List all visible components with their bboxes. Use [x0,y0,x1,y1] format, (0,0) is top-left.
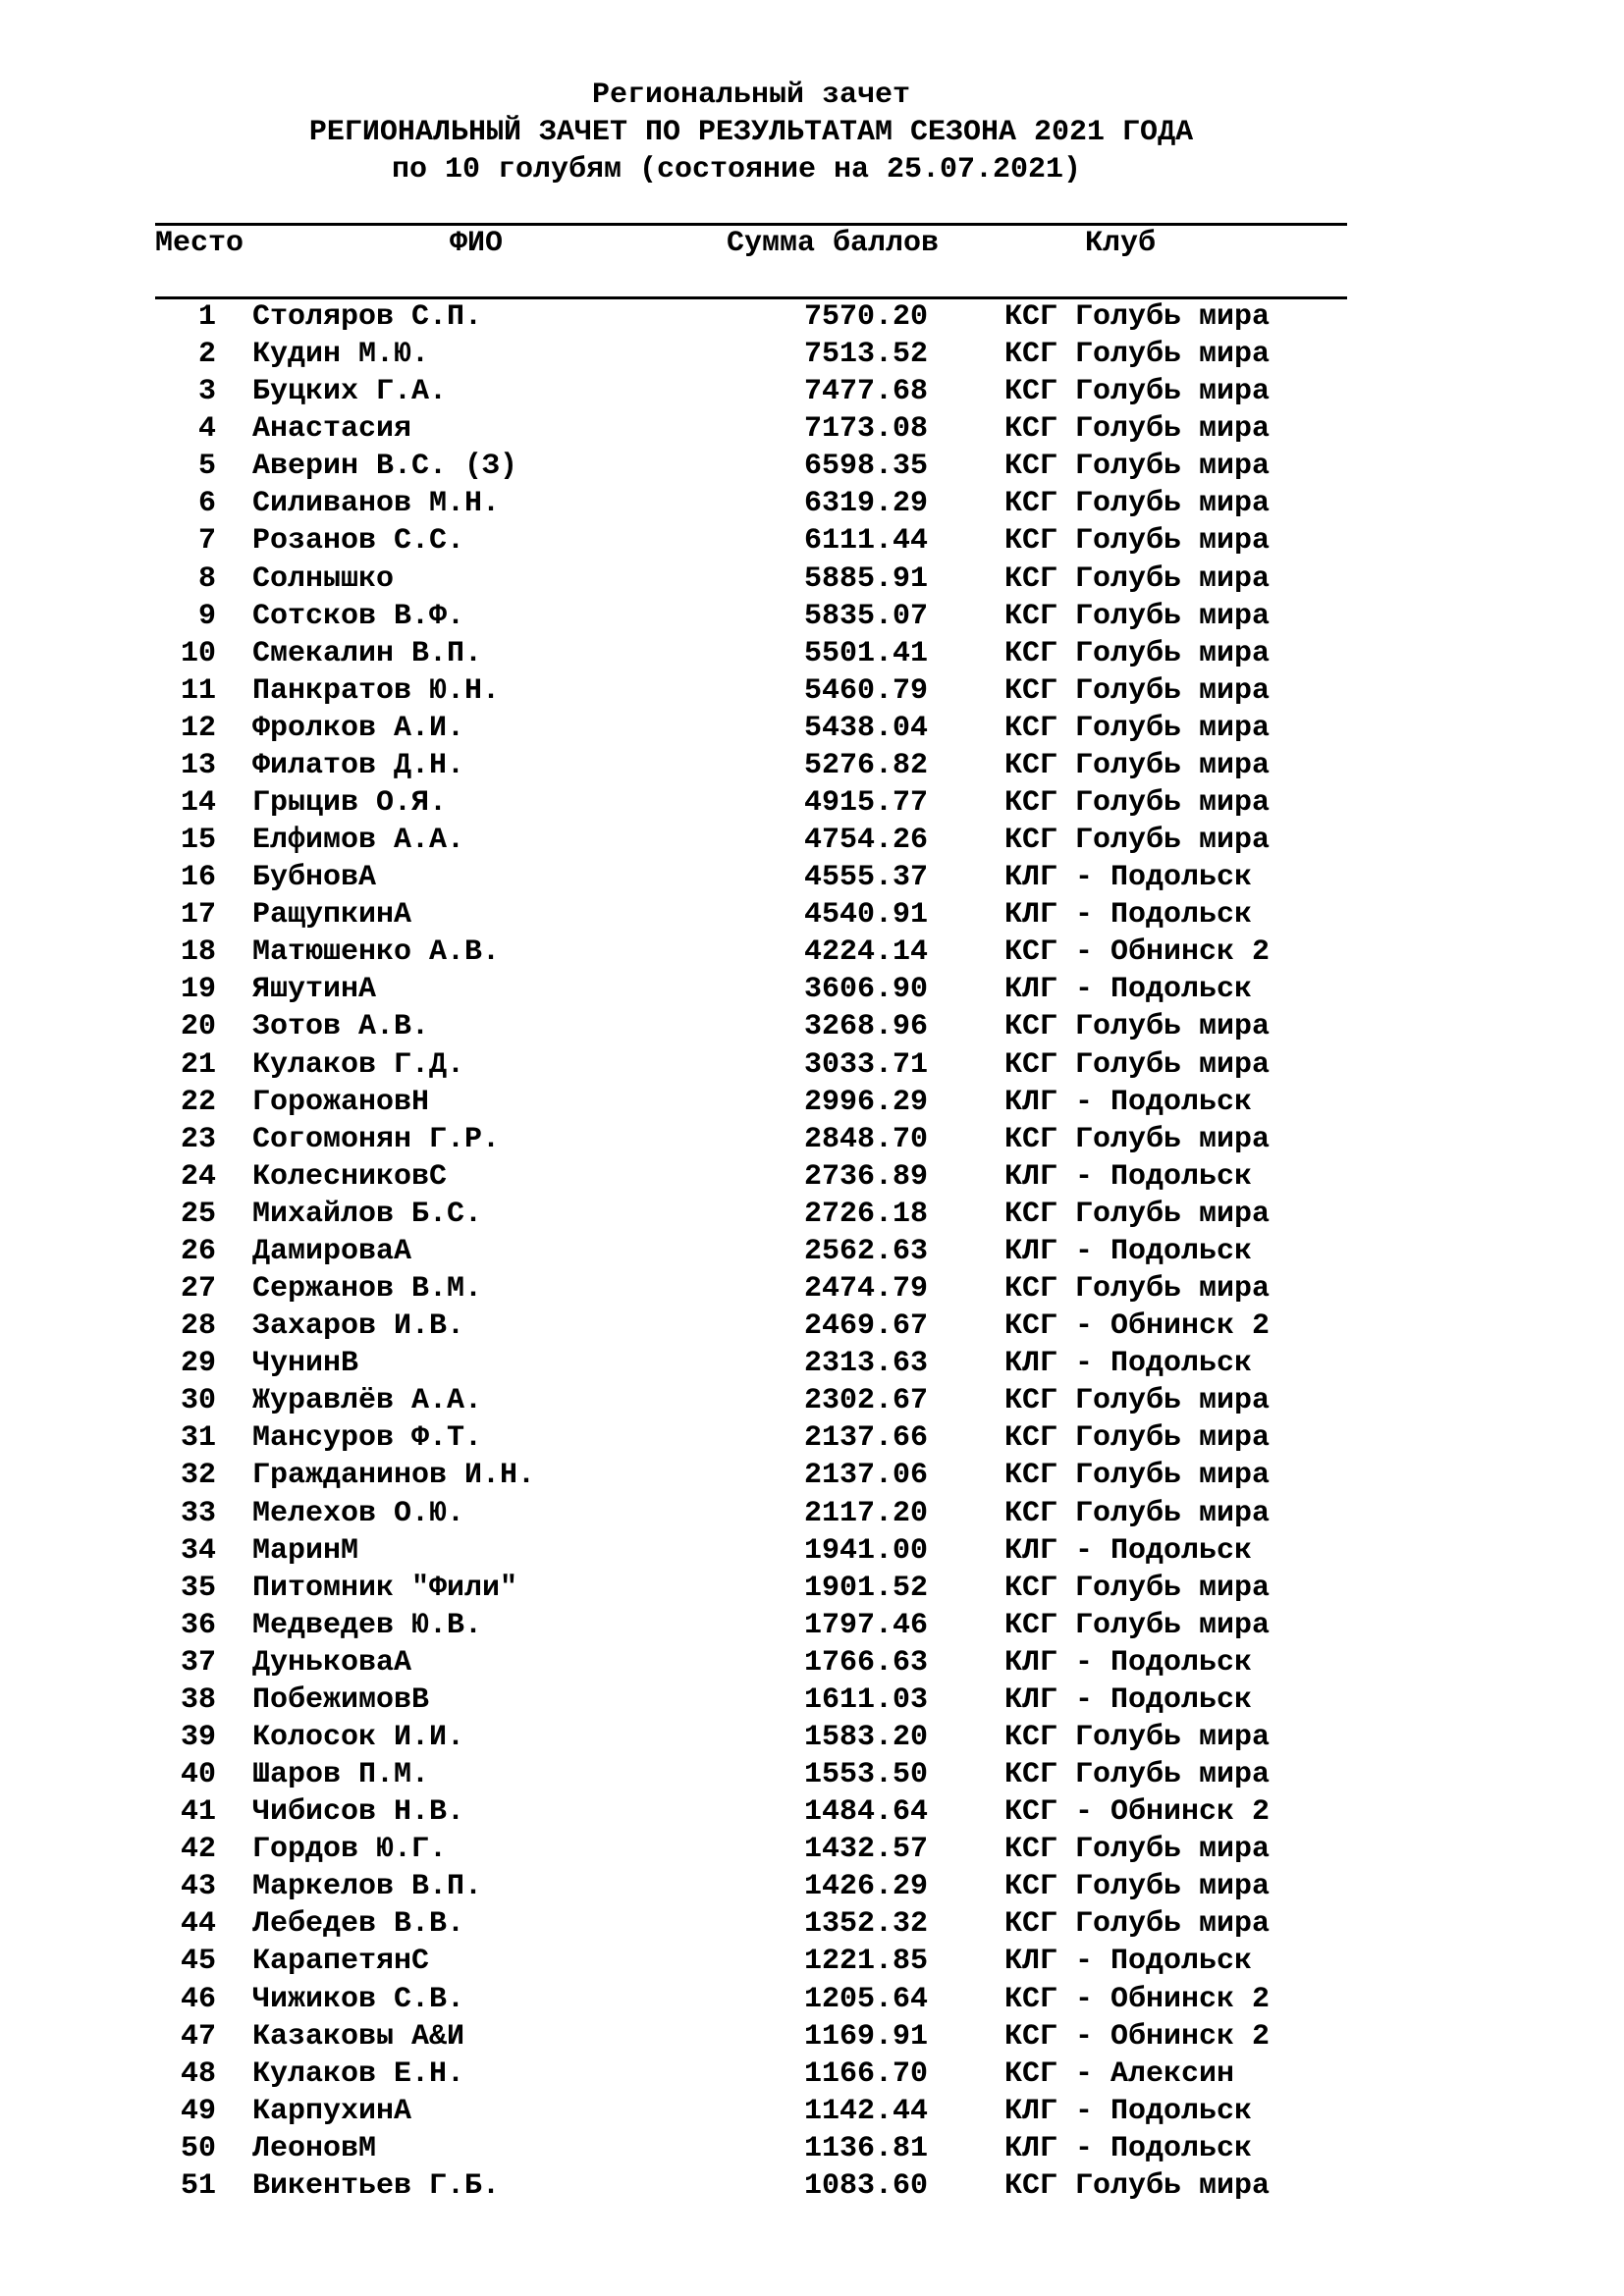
cell-club: КСГ Голубь мира [1004,375,1271,409]
cell-place: 17 [180,898,216,933]
cell-name: Викентьев Г.Б. [252,2168,501,2203]
table-row [0,896,1624,934]
cell-name: Чибисов Н.В. [252,1795,465,1830]
table-row [0,2130,1624,2167]
cell-score: 1901.52 [803,1571,928,1605]
cell-score: 6319.29 [803,487,928,521]
cell-club: КЛГ - Подольск [1004,1085,1253,1119]
cell-place: 49 [180,2094,216,2128]
cell-name: Чижиков С.В. [252,1982,465,2016]
table-row [0,710,1624,747]
cell-score: 1352.32 [803,1907,928,1942]
cell-place: 22 [180,1085,216,1119]
cell-score: 5438.04 [803,711,928,745]
cell-place: 42 [180,1833,216,1867]
table-row [0,1345,1624,1382]
cell-name: Питомник "Фили" [252,1571,518,1605]
cell-name: Согомонян Г.Р. [252,1122,501,1156]
cell-club: КЛГ - Подольск [1004,1347,1253,1381]
cell-score: 6111.44 [803,524,928,559]
table-row [0,1308,1624,1345]
cell-name: Кулаков Г.Д. [252,1047,465,1082]
cell-club: КСГ Голубь мира [1004,673,1271,708]
cell-club: КЛГ - Подольск [1004,973,1253,1007]
header-club: Клуб [1085,227,1157,260]
cell-club: КЛГ - Подольск [1004,1945,1253,1979]
cell-club: КЛГ - Подольск [1004,1234,1253,1268]
cell-club: КСГ Голубь мира [1004,1907,1271,1942]
cell-name: Казаковы А&И [252,2019,465,2054]
cell-score: 1142.44 [803,2094,928,2128]
cell-club: КСГ Голубь мира [1004,748,1271,782]
cell-place: 38 [180,1682,216,1717]
cell-club: КСГ Голубь мира [1004,1720,1271,1754]
table-row [0,485,1624,522]
cell-score: 1553.50 [803,1758,928,1792]
table-row [0,1644,1624,1682]
cell-score: 2313.63 [803,1347,928,1381]
table-row [0,1046,1624,1084]
cell-score: 7173.08 [803,412,928,447]
cell-place: 23 [180,1122,216,1156]
cell-club: КСГ Голубь мира [1004,338,1271,372]
cell-name: Елфимов А.А. [252,824,465,858]
cell-place: 6 [197,487,216,521]
table-row [0,784,1624,822]
cell-place: 30 [180,1384,216,1418]
table-row [0,336,1624,373]
cell-club: КСГ Голубь мира [1004,1047,1271,1082]
cell-club: КСГ Голубь мира [1004,1459,1271,1493]
cell-name: Буцких Г.А. [252,375,448,409]
cell-score: 1136.81 [803,2131,928,2165]
cell-place: 1 [197,300,216,334]
cell-club: КСГ Голубь мира [1004,1496,1271,1530]
header-place: Место [155,227,244,260]
document-subtitle-detail: по 10 голубям (состояние на 25.07.2021) [391,153,1082,187]
cell-score: 6598.35 [803,450,928,484]
table-row [0,672,1624,710]
cell-club: КЛГ - Подольск [1004,861,1253,895]
cell-club: КСГ - Обнинск 2 [1004,1795,1271,1830]
cell-score: 2137.06 [803,1459,928,1493]
table-row [0,1570,1624,1607]
table-row [0,934,1624,971]
cell-place: 9 [197,599,216,633]
cell-place: 7 [197,524,216,559]
cell-name: Фролков А.И. [252,711,465,745]
cell-club: КСГ - Обнинск 2 [1004,1982,1271,2016]
cell-name: ГорожановН [252,1085,430,1119]
cell-club: КСГ Голубь мира [1004,487,1271,521]
cell-name: Шаров П.М. [252,1758,430,1792]
cell-name: КолесниковС [252,1159,448,1194]
table-row [0,1607,1624,1644]
table-row [0,1196,1624,1233]
header-score: Сумма баллов [727,227,940,260]
cell-score: 7477.68 [803,375,928,409]
cell-name: Силиванов М.Н. [252,487,501,521]
cell-club: КСГ Голубь мира [1004,412,1271,447]
cell-club: КСГ Голубь мира [1004,300,1271,334]
cell-score: 1432.57 [803,1833,928,1867]
cell-score: 4540.91 [803,898,928,933]
cell-club: КСГ Голубь мира [1004,1608,1271,1642]
cell-score: 2469.67 [803,1309,928,1344]
cell-place: 31 [180,1421,216,1456]
cell-score: 5885.91 [803,561,928,596]
cell-club: КСГ Голубь мира [1004,561,1271,596]
table-row [0,859,1624,896]
cell-club: КСГ Голубь мира [1004,524,1271,559]
cell-score: 1484.64 [803,1795,928,1830]
cell-name: Гордов Ю.Г. [252,1833,448,1867]
cell-club: КСГ Голубь мира [1004,636,1271,670]
table-row [0,635,1624,672]
cell-score: 3606.90 [803,973,928,1007]
table-row [0,561,1624,598]
cell-place: 4 [197,412,216,447]
cell-name: Сотсков В.Ф. [252,599,465,633]
cell-score: 4915.77 [803,786,928,821]
cell-club: КЛГ - Подольск [1004,2094,1253,2128]
cell-club: КСГ - Обнинск 2 [1004,2019,1271,2054]
cell-score: 2137.66 [803,1421,928,1456]
table-row [0,522,1624,560]
table-row [0,2167,1624,2205]
cell-score: 5460.79 [803,673,928,708]
cell-place: 45 [180,1945,216,1979]
cell-place: 48 [180,2056,216,2091]
table-row [0,1831,1624,1868]
header-name: ФИО [450,227,504,260]
cell-name: Аверин В.С. (З) [252,450,518,484]
cell-score: 2726.18 [803,1197,928,1231]
cell-place: 3 [197,375,216,409]
cell-score: 1766.63 [803,1645,928,1680]
cell-name: МаринМ [252,1533,359,1568]
table-row [0,1943,1624,1980]
cell-name: Михайлов Б.С. [252,1197,483,1231]
cell-place: 37 [180,1645,216,1680]
cell-place: 25 [180,1197,216,1231]
cell-place: 14 [180,786,216,821]
cell-club: КЛГ - Подольск [1004,1682,1253,1717]
cell-name: Журавлёв А.А. [252,1384,483,1418]
cell-club: КЛГ - Подольск [1004,898,1253,933]
cell-club: КСГ Голубь мира [1004,1122,1271,1156]
cell-name: Анастасия [252,412,412,447]
cell-name: Мелехов О.Ю. [252,1496,465,1530]
cell-place: 5 [197,450,216,484]
cell-score: 2117.20 [803,1496,928,1530]
table-row [0,1719,1624,1756]
cell-name: Столяров С.П. [252,300,483,334]
table-row [0,2093,1624,2130]
cell-score: 7570.20 [803,300,928,334]
cell-place: 44 [180,1907,216,1942]
cell-place: 2 [197,338,216,372]
cell-club: КСГ Голубь мира [1004,599,1271,633]
cell-score: 1797.46 [803,1608,928,1642]
cell-place: 46 [180,1982,216,2016]
cell-score: 4224.14 [803,935,928,970]
cell-club: КСГ Голубь мира [1004,1384,1271,1418]
table-row [0,971,1624,1008]
table-row [0,747,1624,784]
cell-place: 19 [180,973,216,1007]
table-row [0,1682,1624,1719]
cell-place: 50 [180,2131,216,2165]
cell-score: 4754.26 [803,824,928,858]
cell-score: 2562.63 [803,1234,928,1268]
cell-place: 34 [180,1533,216,1568]
table-row [0,2018,1624,2056]
cell-name: ЧунинВ [252,1347,359,1381]
cell-club: КСГ Голубь мира [1004,1571,1271,1605]
results-table-body [0,298,1624,2205]
cell-place: 26 [180,1234,216,1268]
cell-place: 32 [180,1459,216,1493]
cell-club: КСГ - Обнинск 2 [1004,935,1271,970]
table-row [0,1793,1624,1831]
cell-club: КЛГ - Подольск [1004,1533,1253,1568]
cell-score: 1426.29 [803,1870,928,1904]
cell-place: 41 [180,1795,216,1830]
cell-place: 27 [180,1272,216,1307]
cell-club: КСГ Голубь мира [1004,786,1271,821]
cell-club: КЛГ - Подольск [1004,2131,1253,2165]
cell-club: КСГ Голубь мира [1004,1272,1271,1307]
cell-place: 29 [180,1347,216,1381]
cell-score: 2474.79 [803,1272,928,1307]
table-row [0,1457,1624,1494]
cell-place: 13 [180,748,216,782]
cell-name: Лебедев В.В. [252,1907,465,1942]
cell-place: 51 [180,2168,216,2203]
cell-club: КЛГ - Подольск [1004,1159,1253,1194]
cell-name: Солнышко [252,561,395,596]
table-row [0,1756,1624,1793]
cell-place: 21 [180,1047,216,1082]
table-row [0,1084,1624,1121]
cell-place: 8 [197,561,216,596]
cell-place: 40 [180,1758,216,1792]
cell-name: Мансуров Ф.Т. [252,1421,483,1456]
cell-name: ЯшутинА [252,973,377,1007]
table-row [0,1495,1624,1532]
cell-name: Кудин М.Ю. [252,338,430,372]
cell-score: 1083.60 [803,2168,928,2203]
cell-club: КСГ Голубь мира [1004,1421,1271,1456]
cell-name: КарпухинА [252,2094,412,2128]
document-title: Региональный зачет [591,79,911,112]
cell-name: ПобежимовВ [252,1682,430,1717]
table-row [0,1532,1624,1570]
cell-club: КСГ Голубь мира [1004,1010,1271,1044]
cell-place: 39 [180,1720,216,1754]
table-row [0,1121,1624,1158]
cell-score: 1611.03 [803,1682,928,1717]
cell-score: 1583.20 [803,1720,928,1754]
cell-score: 5835.07 [803,599,928,633]
cell-place: 28 [180,1309,216,1344]
cell-place: 36 [180,1608,216,1642]
cell-name: БубновА [252,861,377,895]
cell-club: КСГ - Обнинск 2 [1004,1309,1271,1344]
cell-score: 7513.52 [803,338,928,372]
cell-name: Зотов А.В. [252,1010,430,1044]
cell-place: 11 [180,673,216,708]
cell-club: КСГ Голубь мира [1004,2168,1271,2203]
cell-name: Медведев Ю.В. [252,1608,483,1642]
cell-name: РащупкинА [252,898,412,933]
cell-place: 10 [180,636,216,670]
cell-name: Захаров И.В. [252,1309,465,1344]
cell-club: КСГ Голубь мира [1004,1870,1271,1904]
cell-name: Розанов С.С. [252,524,465,559]
cell-score: 5501.41 [803,636,928,670]
cell-name: Панкратов Ю.Н. [252,673,501,708]
cell-name: Маркелов В.П. [252,1870,483,1904]
cell-name: Кулаков Е.Н. [252,2056,465,2091]
cell-name: КарапетянС [252,1945,430,1979]
cell-name: Смекалин В.П. [252,636,483,670]
cell-club: КСГ Голубь мира [1004,824,1271,858]
cell-name: Грыцив О.Я. [252,786,448,821]
cell-club: КСГ Голубь мира [1004,450,1271,484]
table-row [0,1008,1624,1045]
cell-club: КСГ Голубь мира [1004,1758,1271,1792]
table-row [0,1419,1624,1457]
table-row [0,822,1624,859]
table-row [0,448,1624,485]
cell-place: 15 [180,824,216,858]
cell-place: 20 [180,1010,216,1044]
cell-place: 47 [180,2019,216,2054]
cell-score: 3268.96 [803,1010,928,1044]
cell-place: 43 [180,1870,216,1904]
cell-club: КСГ - Алексин [1004,2056,1235,2091]
cell-place: 33 [180,1496,216,1530]
cell-name: ЛеоновМ [252,2131,377,2165]
cell-club: КСГ Голубь мира [1004,1197,1271,1231]
table-row [0,2056,1624,2093]
table-row [0,598,1624,635]
cell-name: ДамироваА [252,1234,412,1268]
cell-place: 18 [180,935,216,970]
cell-score: 1166.70 [803,2056,928,2091]
cell-name: Сержанов В.М. [252,1272,483,1307]
cell-place: 24 [180,1159,216,1194]
table-row [0,298,1624,336]
cell-score: 2996.29 [803,1085,928,1119]
cell-score: 4555.37 [803,861,928,895]
table-row [0,373,1624,410]
cell-club: КСГ Голубь мира [1004,711,1271,745]
table-row [0,1382,1624,1419]
cell-score: 1941.00 [803,1533,928,1568]
table-row [0,1233,1624,1270]
cell-name: Гражданинов И.Н. [252,1459,536,1493]
table-row [0,1270,1624,1308]
cell-name: Филатов Д.Н. [252,748,465,782]
cell-score: 2848.70 [803,1122,928,1156]
cell-score: 1205.64 [803,1982,928,2016]
cell-club: КЛГ - Подольск [1004,1645,1253,1680]
cell-name: Матюшенко А.В. [252,935,501,970]
table-row [0,1981,1624,2018]
cell-score: 1169.91 [803,2019,928,2054]
document-subtitle: РЕГИОНАЛЬНЫЙ ЗАЧЕТ ПО РЕЗУЛЬТАТАМ СЕЗОНА 2021 ГОДА [308,116,1194,149]
table-row [0,1905,1624,1943]
cell-place: 12 [180,711,216,745]
cell-place: 35 [180,1571,216,1605]
table-row [0,410,1624,448]
cell-name: Колосок И.И. [252,1720,465,1754]
table-row [0,1158,1624,1196]
cell-name: ДуньковаА [252,1645,412,1680]
cell-score: 5276.82 [803,748,928,782]
cell-place: 16 [180,861,216,895]
table-row [0,1868,1624,1905]
cell-score: 1221.85 [803,1945,928,1979]
cell-score: 2302.67 [803,1384,928,1418]
cell-score: 3033.71 [803,1047,928,1082]
cell-club: КСГ Голубь мира [1004,1833,1271,1867]
cell-score: 2736.89 [803,1159,928,1194]
